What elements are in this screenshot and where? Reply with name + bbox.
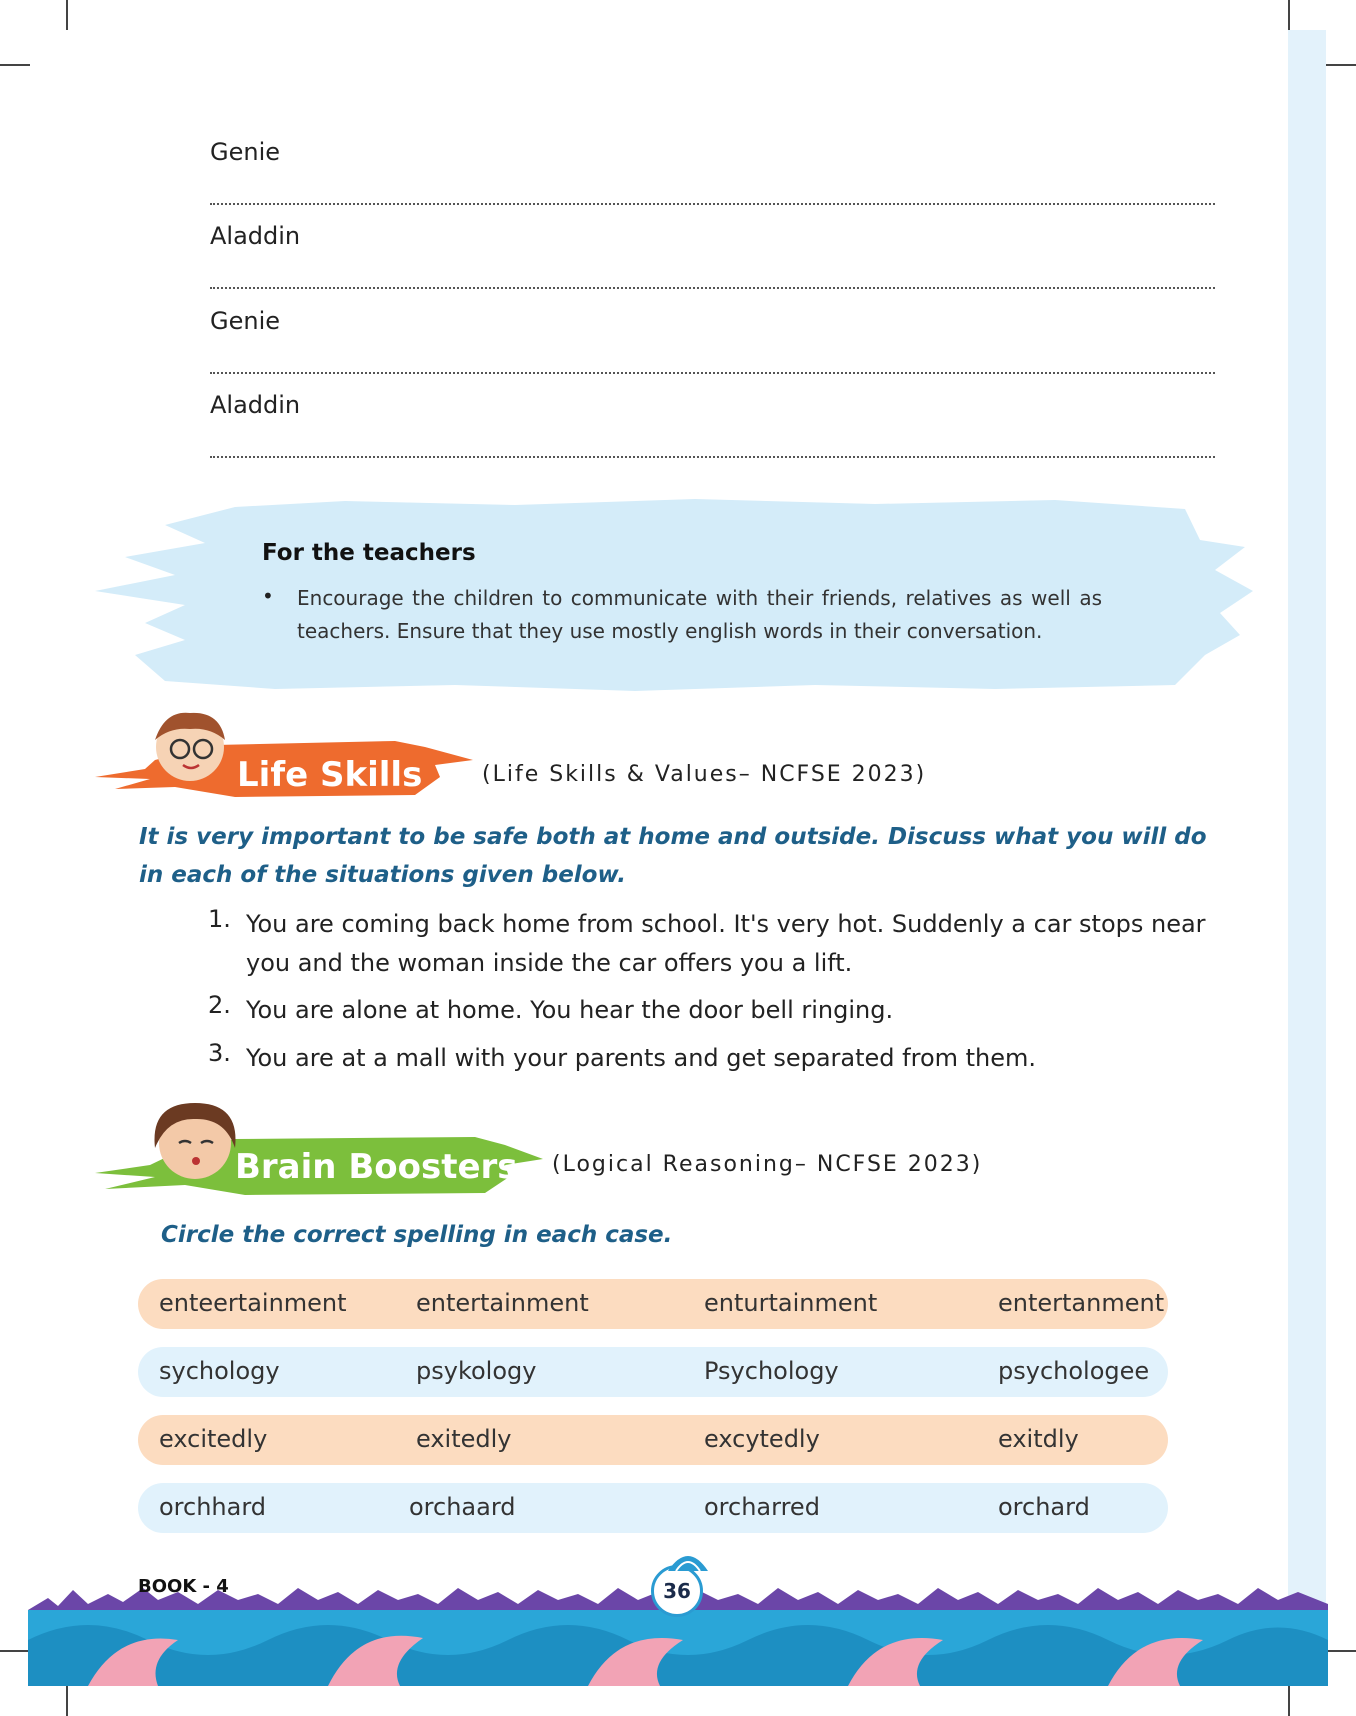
answer-line[interactable] [210, 372, 1215, 374]
dialogue-speaker: Genie [210, 307, 281, 335]
spelling-option[interactable]: orchhard [159, 1493, 267, 1521]
teacher-note-title: For the teachers [262, 540, 476, 566]
question-text: You are alone at home. You hear the door bell ringing. [246, 996, 894, 1024]
brain-boosters-title: Brain Boosters [235, 1147, 518, 1187]
crop-mark [66, 0, 68, 30]
spelling-option[interactable]: orchaard [409, 1493, 516, 1521]
question-number: 1. [208, 905, 231, 933]
spelling-row [138, 1347, 1168, 1397]
spelling-option[interactable]: psykology [416, 1357, 537, 1385]
crop-mark [1326, 1650, 1356, 1652]
spelling-row [138, 1483, 1168, 1533]
answer-line[interactable] [210, 287, 1215, 289]
teacher-note-text: Encourage the children to communicate with their friends, relatives as well as teachers. Ensure that they use mostly english words in their conversation. [297, 586, 1102, 643]
brain-boosters-instruction: Circle the correct spelling in each case. [161, 1222, 673, 1248]
dialogue-speaker: Genie [210, 138, 281, 166]
crop-mark [0, 64, 30, 66]
umbrella-icon [666, 1547, 710, 1573]
spelling-option[interactable]: enturtainment [704, 1289, 878, 1317]
spelling-option[interactable]: excytedly [704, 1425, 820, 1453]
spelling-option[interactable]: orchard [998, 1493, 1090, 1521]
life-skills-subtitle: (Life Skills & Values– NCFSE 2023) [482, 762, 927, 787]
spelling-option[interactable]: enteertainment [159, 1289, 347, 1317]
spelling-option[interactable]: entertainment [416, 1289, 589, 1317]
spelling-option[interactable]: exitedly [416, 1425, 512, 1453]
spelling-row [138, 1279, 1168, 1329]
book-label: BOOK - 4 [138, 1576, 229, 1597]
spelling-option[interactable]: Psychology [704, 1357, 839, 1385]
life-skills-title: Life Skills [237, 755, 423, 795]
spelling-option[interactable]: entertanment [998, 1289, 1165, 1317]
spelling-option[interactable]: sychology [159, 1357, 280, 1385]
question-text: You are at a mall with your parents and get separated from them. [246, 1044, 1037, 1072]
brain-boosters-subtitle: (Logical Reasoning– NCFSE 2023) [552, 1152, 983, 1177]
crop-mark [0, 1650, 30, 1652]
answer-line[interactable] [210, 203, 1215, 205]
question-number: 2. [208, 991, 231, 1019]
crop-mark [66, 1686, 68, 1716]
crop-mark [1288, 0, 1290, 30]
spelling-row [138, 1415, 1168, 1465]
page-number: 36 [651, 1565, 703, 1617]
spelling-option[interactable]: orcharred [704, 1493, 820, 1521]
spelling-option[interactable]: psychologee [998, 1357, 1150, 1385]
dialogue-speaker: Aladdin [210, 222, 301, 250]
bullet-point: • [262, 584, 274, 608]
life-skills-instruction: It is very important to be safe both at home and outside. Discuss what you will do in each of the situations given below. [139, 824, 1207, 888]
spelling-option[interactable]: exitdly [998, 1425, 1079, 1453]
dialogue-speaker: Aladdin [210, 391, 301, 419]
spelling-option[interactable]: excitedly [159, 1425, 268, 1453]
crop-mark [1288, 1686, 1290, 1716]
answer-line[interactable] [210, 456, 1215, 458]
side-decoration-strip [1288, 30, 1326, 1686]
crop-mark [1326, 64, 1356, 66]
question-number: 3. [208, 1039, 231, 1067]
question-text: You are coming back home from school. It's very hot. Suddenly a car stops near you and the woman inside the car offers you a lift. [246, 910, 1206, 977]
